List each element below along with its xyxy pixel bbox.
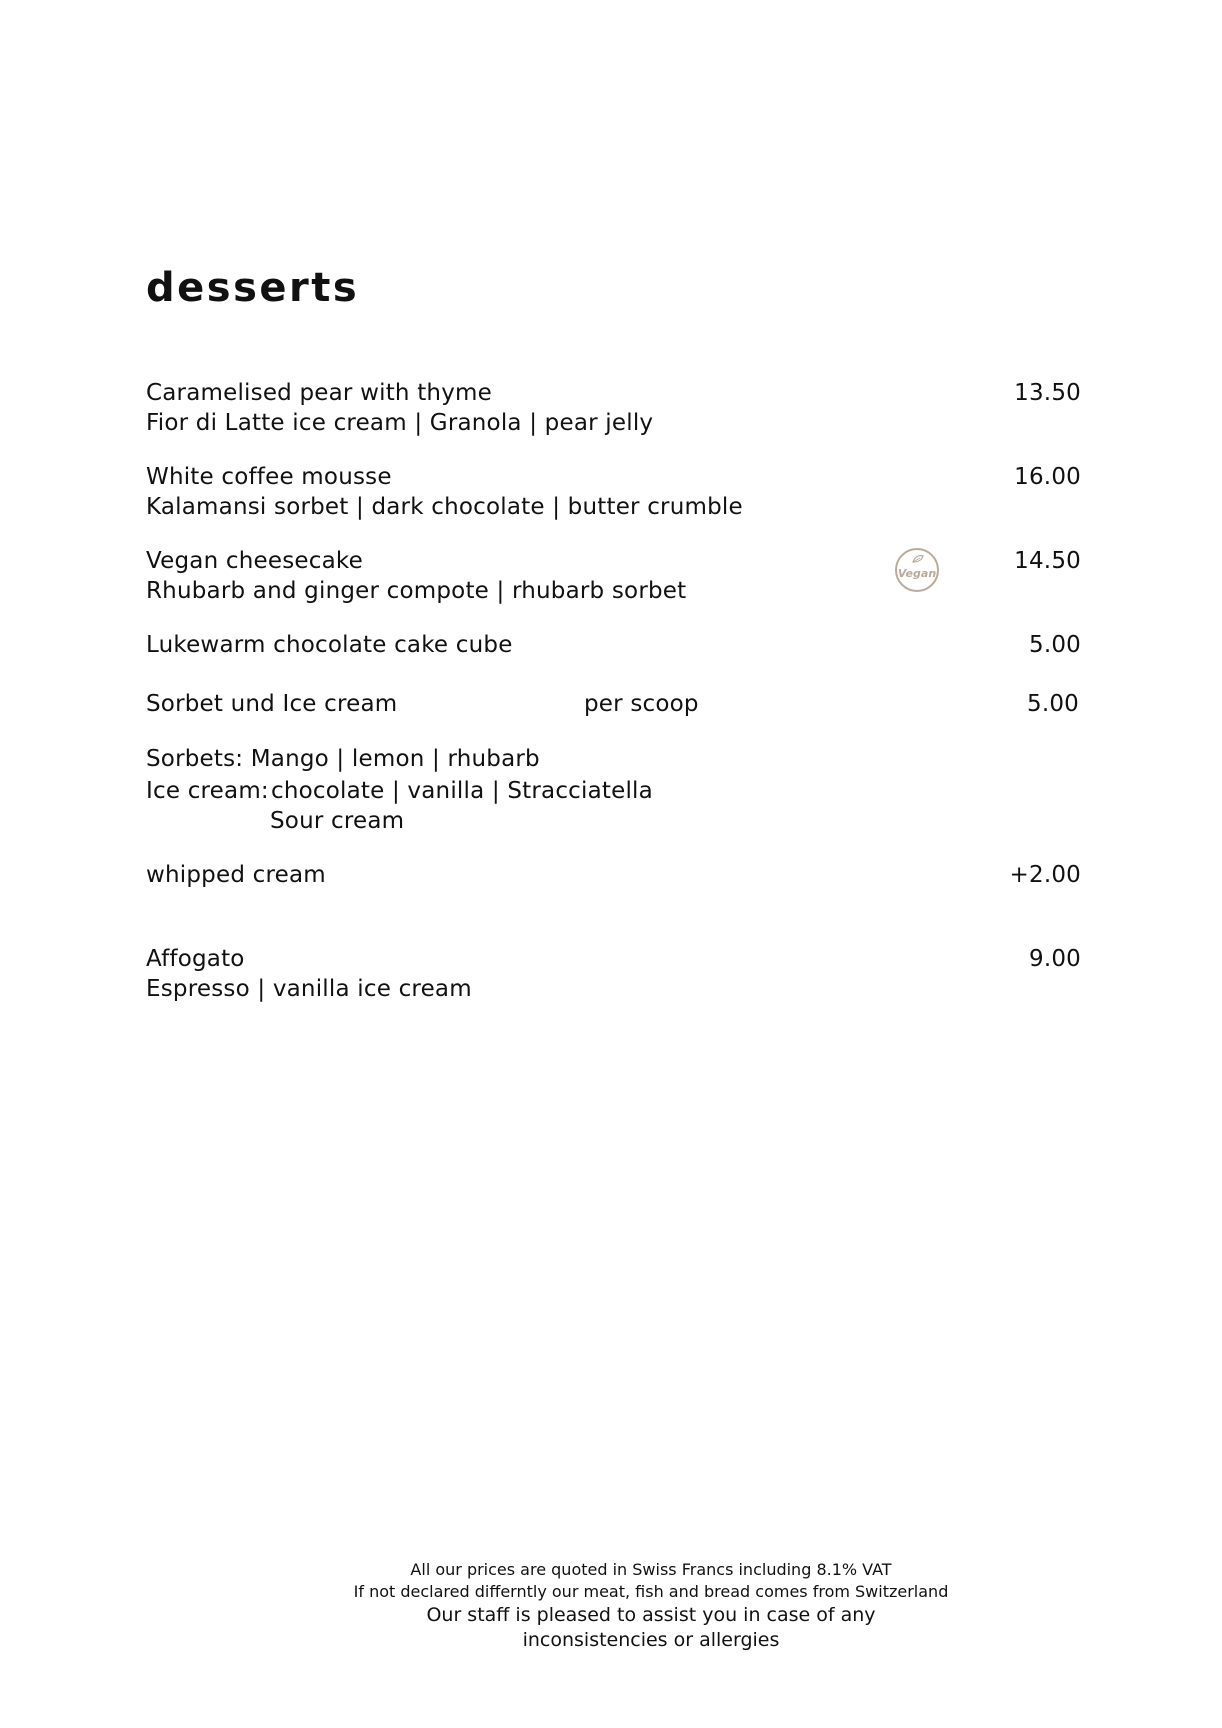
item-name-affogato: Affogato bbox=[146, 946, 245, 972]
item-price-sorbet-ice-cream: 5.00 bbox=[1026, 691, 1079, 717]
item-name-white-coffee-mousse: White coffee mousse bbox=[146, 464, 392, 490]
ice-cream-flavours-line1: chocolate | vanilla | Stracciatella bbox=[271, 778, 653, 804]
item-name-sorbet-ice-cream: Sorbet und Ice cream bbox=[146, 691, 398, 717]
item-description-vegan-cheesecake: Rhubarb and ginger compote | rhubarb sorbet bbox=[146, 578, 687, 604]
item-price-lukewarm-cake: 5.00 bbox=[1028, 632, 1081, 658]
menu-title: desserts bbox=[146, 265, 360, 311]
ice-cream-label: Ice cream: bbox=[146, 778, 269, 804]
item-unit-per-scoop: per scoop bbox=[584, 691, 699, 717]
item-price-caramelised-pear: 13.50 bbox=[1014, 380, 1081, 406]
item-name-caramelised-pear: Caramelised pear with thyme bbox=[146, 380, 492, 406]
extra-whipped-cream-price: +2.00 bbox=[1009, 862, 1081, 888]
item-name-vegan-cheesecake: Vegan cheesecake bbox=[146, 548, 363, 574]
footer-allergies-note: inconsistencies or allergies bbox=[522, 1629, 780, 1651]
footer-vat-note: All our prices are quoted in Swiss Francs including 8.1% VAT bbox=[410, 1560, 892, 1579]
item-price-white-coffee-mousse: 16.00 bbox=[1014, 464, 1081, 490]
item-name-lukewarm-cake: Lukewarm chocolate cake cube bbox=[146, 632, 513, 658]
vegan-badge bbox=[895, 548, 939, 592]
footer-origin-note: If not declared differntly our meat, fish and bread comes from Switzerland bbox=[353, 1582, 949, 1601]
item-price-affogato: 9.00 bbox=[1028, 946, 1081, 972]
extra-whipped-cream: whipped cream bbox=[146, 862, 326, 888]
item-description-caramelised-pear: Fior di Latte ice cream | Granola | pear jelly bbox=[146, 410, 654, 436]
ice-cream-flavours-line2: Sour cream bbox=[270, 808, 405, 834]
item-description-white-coffee-mousse: Kalamansi sorbet | dark chocolate | butter crumble bbox=[146, 494, 743, 520]
footer-staff-note: Our staff is pleased to assist you in case of any bbox=[426, 1604, 876, 1626]
item-price-vegan-cheesecake: 14.50 bbox=[1014, 548, 1081, 574]
vegan-leaf-icon bbox=[912, 555, 924, 563]
sorbet-flavours: Sorbets: Mango | lemon | rhubarb bbox=[146, 746, 540, 772]
vegan-badge-label: Vegan bbox=[897, 566, 937, 580]
item-description-affogato: Espresso | vanilla ice cream bbox=[146, 976, 472, 1002]
